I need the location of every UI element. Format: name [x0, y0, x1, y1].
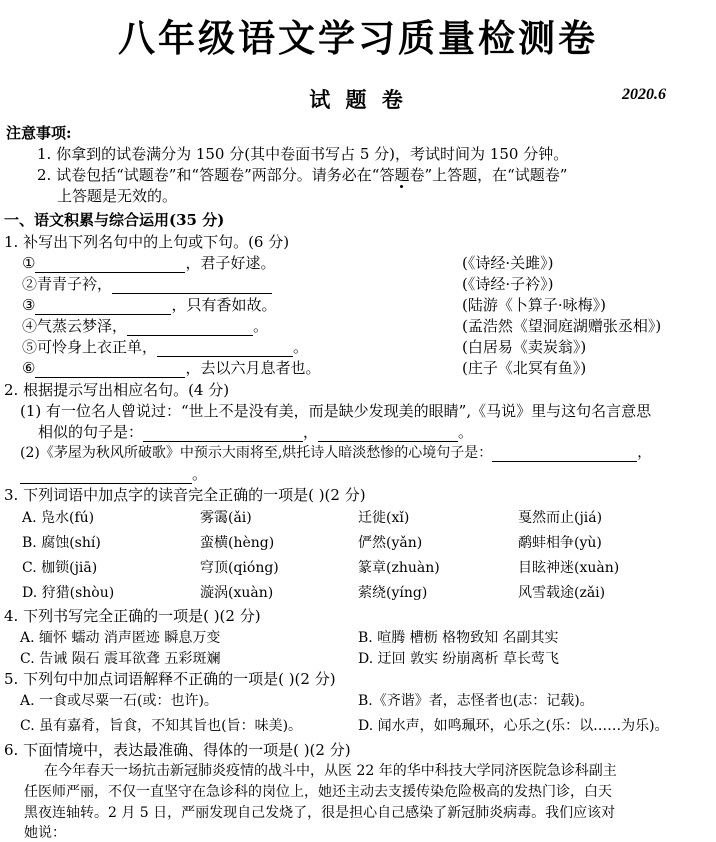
answer-blank[interactable] — [20, 468, 192, 484]
q3-word: 穹顶(qióng) — [200, 560, 279, 576]
section-1-title: 一、语文积累与综合运用(35 分) — [4, 211, 225, 229]
q4-option-b: B. 喧腾 槽枥 格物致知 名副其实 — [358, 630, 559, 646]
notice-item-2: 2. 试卷包括“试题卷”和“答题卷”两部分。请务必在“答题卷”上答题，在“试题卷” — [37, 166, 568, 184]
q4-option-d: D. 迂回 敦实 纷崩离析 草长莺飞 — [358, 651, 559, 667]
exam-date: 2020.6 — [622, 86, 666, 103]
q1-line-1: ① ，君子好逑。 — [22, 254, 276, 272]
q5-stem: 5. 下列句中加点词语解释不正确的一项是( )(2 分) — [4, 670, 336, 688]
answer-blank[interactable] — [35, 362, 185, 378]
notice-item-2-cont: 上答题是无效的。 — [57, 187, 178, 205]
q4-stem: 4. 下列书写完全正确的一项是( )(2 分) — [4, 607, 261, 625]
answer-blank[interactable] — [157, 341, 293, 357]
q2-sub1-line2: 相似的句子是： ， 。 — [38, 423, 474, 441]
q3-word: 风雪载途(zǎi) — [518, 585, 606, 601]
q1-line-5: ⑤可怜身上衣正单， 。 — [22, 338, 309, 356]
q4-option-a: A. 缅怀 蠕动 消声匿迹 瞬息万变 — [20, 630, 221, 646]
q3-word: 萦绕(yíng) — [358, 585, 428, 601]
q4-option-c: C. 告诫 陨石 震耳欲聋 五彩斑斓 — [20, 651, 221, 667]
q1-source-6: (庄子《北冥有鱼》) — [462, 359, 587, 377]
q3-stem: 3. 下列词语中加点字的读音完全正确的一项是( )(2 分) — [4, 486, 366, 504]
q3-word: 迁徙(xǐ) — [358, 510, 410, 526]
q3-word: 雾霭(ǎi) — [200, 510, 252, 526]
q3-option-a: A. 凫水(fú) — [22, 510, 95, 526]
q5-option-c: C. 虽有嘉肴，旨食，不知其旨也(旨：味美)。 — [20, 718, 303, 734]
q1-line-4: ④气蒸云梦泽， 。 — [22, 317, 269, 335]
q6-passage-line: 黑夜连轴转。2 月 5 日，严丽发现自己发烧了，很是担心自己感染了新冠肺炎病毒。我们应该对 — [24, 805, 616, 821]
q3-word: 漩涡(xuàn) — [200, 585, 274, 601]
q2-sub1-line1: (1) 有一位名人曾说过：“世上不是没有美，而是缺少发现美的眼睛”,《马说》里与这句名言意思 — [20, 402, 652, 420]
q2-stem: 2. 根据提示写出相应名句。(4 分) — [4, 381, 230, 399]
q1-source-1: (《诗经·关雎》) — [462, 254, 554, 272]
q5-option-d: D. 闻水声，如鸣珮环，心乐之(乐：以……为乐)。 — [358, 718, 669, 734]
q1-line-2: ②青青子衿， — [22, 273, 272, 294]
q3-option-c: C. 枷锁(jiā) — [22, 560, 98, 576]
q2-sub2-line2: 。 — [20, 463, 207, 484]
q1-line-6: ⑥ ，去以六月息者也。 — [22, 359, 321, 377]
q1-source-4: (孟浩然《望洞庭湖赠张丞相》) — [462, 317, 662, 335]
answer-blank[interactable] — [112, 278, 272, 294]
q6-passage-line: 任医师严丽，不仅一直坚守在急诊科的岗位上，她还主动去支援传染危险极高的发热门诊，白天 — [24, 784, 612, 800]
notice-heading: 注意事项: — [6, 124, 72, 142]
q5-option-a: A. 一食或尽粟一石(或：也许)。 — [20, 693, 218, 709]
q1-source-3: (陆游《卜算子·咏梅》) — [462, 296, 606, 314]
q1-source-5: (白居易《卖炭翁》) — [462, 338, 587, 356]
answer-blank[interactable] — [492, 446, 637, 462]
q3-word: 蛮横(hèng) — [200, 535, 275, 551]
q3-word: 戛然而止(jiá) — [518, 510, 603, 526]
q3-word: 俨然(yǎn) — [358, 535, 423, 551]
answer-blank[interactable] — [318, 426, 458, 442]
q1-line-3: ③ ，只有香如故。 — [22, 296, 277, 314]
q3-word: 鹬蚌相争(yù) — [518, 535, 602, 551]
q3-option-b: B. 腐蚀(shí) — [22, 535, 101, 551]
q6-passage-line: 在今年春天一场抗击新冠肺炎疫情的战斗中，从医 22 年的华中科技大学同济医院急诊科副主 — [44, 763, 617, 779]
q5-option-b: B.《齐谐》者，志怪者也(志：记载)。 — [358, 693, 594, 709]
answer-blank[interactable] — [127, 320, 253, 336]
paper-subtitle: 试 题 卷 — [309, 87, 407, 112]
notice-item-1: 1. 你拿到的试卷满分为 150 分(其中卷面书写占 5 分)，考试时间为 150 分钟。 — [37, 145, 569, 163]
q6-stem: 6. 下面情境中，表达最准确、得体的一项是( )(2 分) — [4, 741, 351, 759]
q1-source-2: (《诗经·子衿》) — [462, 275, 554, 293]
answer-blank[interactable] — [35, 257, 185, 273]
q3-option-d: D. 狩猎(shòu) — [22, 585, 115, 601]
q3-word: 目眩神迷(xuàn) — [518, 560, 620, 576]
exam-title: 八年级语文学习质量检测卷 — [118, 16, 598, 60]
q6-passage-line: 她说： — [24, 825, 66, 841]
answer-blank[interactable] — [143, 426, 303, 442]
answer-blank[interactable] — [35, 299, 171, 315]
q1-stem: 1. 补写出下列名句中的上句或下句。(6 分) — [4, 233, 290, 251]
q3-word: 篆章(zhuàn) — [358, 560, 440, 576]
q2-sub2-line1: (2)《茅屋为秋风所破歌》中预示大雨将至,烘托诗人暗淡愁惨的心境句子是： ， — [20, 445, 652, 461]
